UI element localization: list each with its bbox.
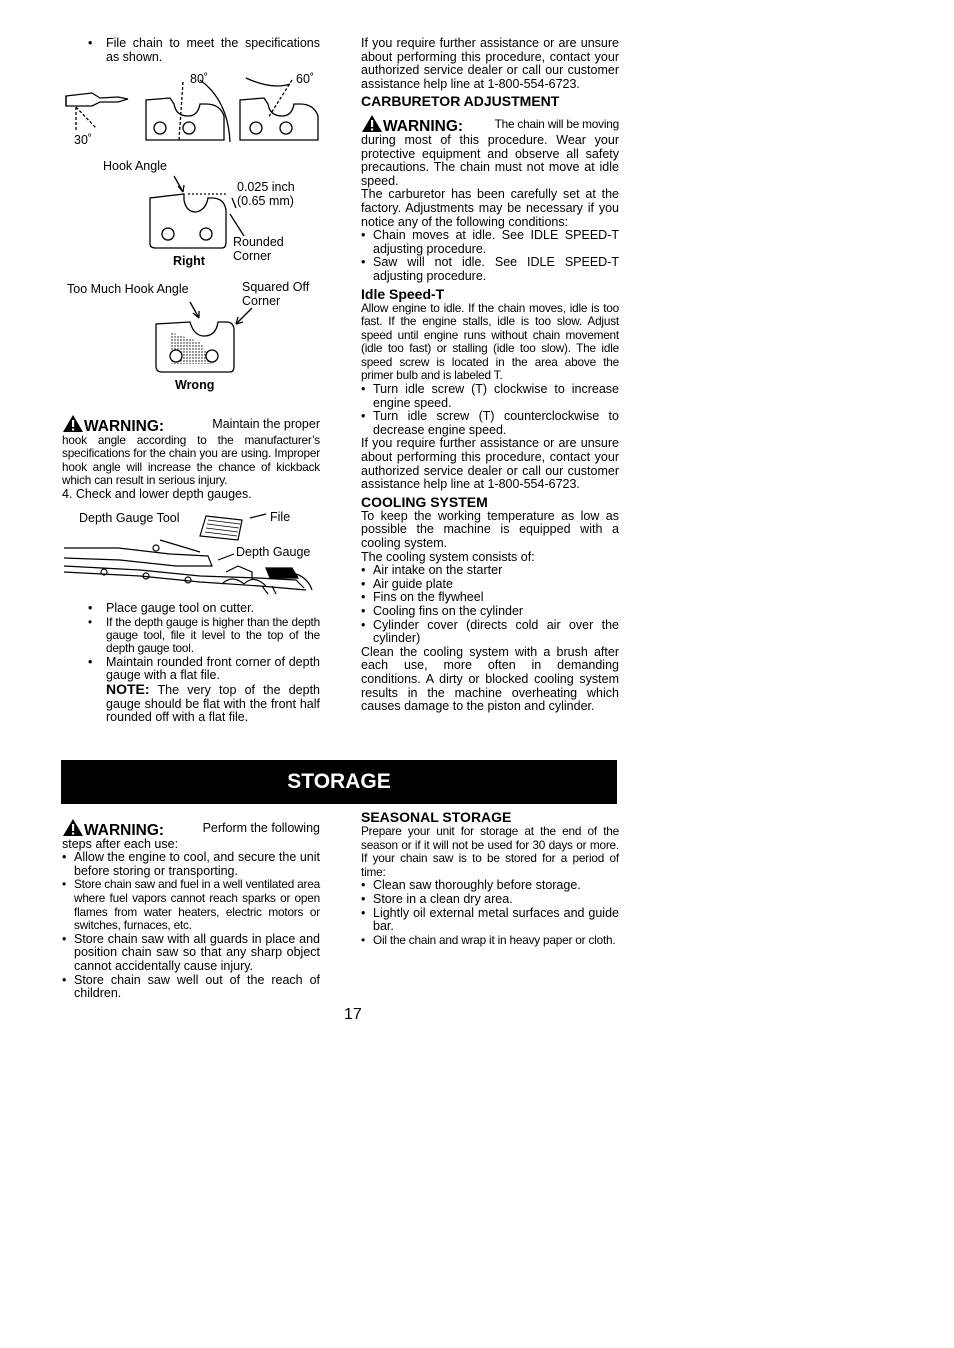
mm-label: (0.65 mm)	[237, 194, 294, 208]
list-item: • Turn idle screw (T) counterclockwise to decrease engine speed.	[361, 410, 619, 437]
cooling-bullets	[361, 564, 619, 646]
rounded-label: Rounded	[233, 235, 284, 249]
seasonal-heading: SEASONAL STORAGE	[361, 809, 512, 825]
corner-label: Corner	[233, 249, 272, 263]
warning-text-first: Maintain the proper	[212, 417, 320, 431]
page-number: 17	[344, 1006, 362, 1023]
list-item: • File chain to meet the specifications as shown.	[62, 37, 320, 64]
too-much-label: Too Much Hook Angle	[67, 282, 189, 296]
right-column	[361, 37, 619, 714]
corner2-label: Corner	[242, 294, 281, 308]
carburetor-warning-text: during most of this procedure. Wear your protective equipment and observe all safety precautions. The chain must not move at idle speed.	[361, 132, 619, 188]
warning-title: WARNING:	[84, 418, 165, 435]
depth-gauge-tool-label: Depth Gauge Tool	[79, 511, 180, 525]
assistance-paragraph-2: If you require further assistance or are unsure about performing this procedure, contact your authorized service dealer or call our customer assistance help line at 1-800-554-6723.	[361, 436, 619, 492]
depth-gauge-label: Depth Gauge	[236, 545, 311, 559]
storage-bullets	[62, 851, 320, 1001]
cooling-consists: The cooling system consists of:	[361, 549, 535, 564]
list-item: • Clean saw thoroughly before storage.	[361, 879, 619, 893]
storage-warning-line	[62, 818, 320, 839]
list-item: • Store in a clean dry area.	[361, 893, 619, 907]
storage-banner: STORAGE	[61, 760, 617, 804]
step-4: 4. Check and lower depth gauges.	[62, 486, 252, 501]
depth-bullet-list	[62, 602, 320, 683]
cooling-clean-text: Clean the cooling system with a brush after each use, more often in demanding conditions. A dirty or blocked cooling system results in the machine overheating which causes damage to the piston and cylinder.	[361, 644, 619, 714]
list-item: • Place gauge tool on cutter.	[62, 602, 320, 616]
list-item: • Chain moves at idle. See IDLE SPEED-T adjusting procedure.	[361, 229, 619, 256]
cooling-text: To keep the working temperature as low as possible the machine is equipped with a cooling system.	[361, 508, 619, 550]
list-item: • Cooling fins on the cylinder	[361, 605, 619, 619]
wrong-label: Wrong	[175, 378, 215, 392]
warning-text-first: The chain will be moving	[494, 117, 619, 132]
carburetor-heading: CARBURETOR ADJUSTMENT	[361, 93, 560, 110]
list-item: • Fins on the flywheel	[361, 591, 619, 605]
list-item: • Store chain saw and fuel in a well ventilated area where fuel vapors cannot reach sparks or open flames from water heaters, electric motors or switches, furnaces, etc.	[62, 878, 320, 932]
list-item: • Cylinder cover (directs cold air over the cylinder)	[361, 619, 619, 646]
carburetor-warning-line	[361, 114, 619, 135]
assistance-paragraph: If you require further assistance or are unsure about performing this procedure, contact your authorized service dealer or call our customer assistance help line at 1-800-554-6723.	[361, 36, 619, 91]
file-chain-list	[62, 37, 320, 64]
list-item: • Store chain saw well out of the reach of children.	[62, 974, 320, 1001]
list-item: • Air guide plate	[361, 578, 619, 592]
warning-text: hook angle according to the manufacturer’s specifications for the chain you are using. Improper hook angle will increase the chance of kickback which can result in serious injury.	[62, 432, 320, 488]
list-item: • Lightly oil external metal surfaces and guide bar.	[361, 907, 619, 934]
note-label: NOTE:	[106, 681, 150, 697]
angle-80-label: 80˚	[190, 72, 209, 86]
squared-label: Squared Off	[242, 280, 310, 294]
storage-warning-text: steps after each use:	[62, 836, 179, 851]
list-item: • Store chain saw with all guards in place and position chain saw so that any sharp object cannot accidentally cause injury.	[62, 933, 320, 974]
list-item: • Air intake on the starter	[361, 564, 619, 578]
warning-triangle-icon	[62, 414, 84, 433]
warning-triangle-icon	[62, 818, 84, 837]
list-item: • Saw will not idle. See IDLE SPEED-T adjusting procedure.	[361, 256, 619, 283]
storage-warning	[62, 818, 320, 1001]
warning-title: WARNING:	[84, 822, 165, 839]
idle-speed-text: Allow engine to idle. If the chain moves, idle is too fast. If the engine stalls, idle is too slow. Adjust speed until engine runs without chain movement (idle too fast) or stalling (idle too slow). The idle speed screw is located in the area above the primer bulb and is labeled T.	[361, 300, 619, 383]
list-item: • Maintain rounded front corner of depth gauge with a flat file.	[62, 656, 320, 683]
seasonal-storage	[361, 809, 619, 947]
right-label: Right	[173, 254, 205, 268]
carburetor-text: The carburetor has been carefully set at the factory. Adjustments may be necessary if you notice any of the following conditions:	[361, 187, 619, 229]
list-item: • Turn idle screw (T) clockwise to increase engine speed.	[361, 383, 619, 410]
idle-bullets	[361, 383, 619, 437]
file-label: File	[270, 510, 291, 524]
depth-gauge-instructions	[62, 602, 320, 725]
idle-speed-heading: Idle Speed-T	[361, 285, 445, 302]
cooling-heading: COOLING SYSTEM	[361, 493, 488, 510]
angle-60-label: 60˚	[296, 72, 315, 86]
warning-triangle-icon	[361, 114, 383, 133]
hook-angle-warning	[62, 414, 320, 502]
seasonal-text: Prepare your unit for storage at the end of the season or if it will not be used for 30 days or more. If your chain saw is to be stored for a period of time:	[361, 824, 619, 879]
inch-label: 0.025 inch	[237, 180, 295, 194]
list-item: • If the depth gauge is higher than the depth gauge tool, file it level to the top of the depth gauge tool.	[62, 616, 320, 656]
seasonal-bullets	[361, 879, 619, 947]
warning-text-first: Perform the following	[202, 821, 320, 835]
angle-30-label: 30˚	[74, 133, 93, 147]
note-paragraph	[62, 683, 320, 725]
warning-title: WARNING:	[383, 118, 464, 136]
hook-angle-label: Hook Angle	[103, 159, 167, 173]
list-item: • Oil the chain and wrap it in heavy paper or cloth.	[361, 934, 619, 948]
note-text: The very top of the depth gauge should be flat with the front half rounded off with a flat file.	[106, 683, 320, 725]
list-item: • Allow the engine to cool, and secure the unit before storing or transporting.	[62, 851, 320, 878]
carburetor-bullets	[361, 229, 619, 283]
